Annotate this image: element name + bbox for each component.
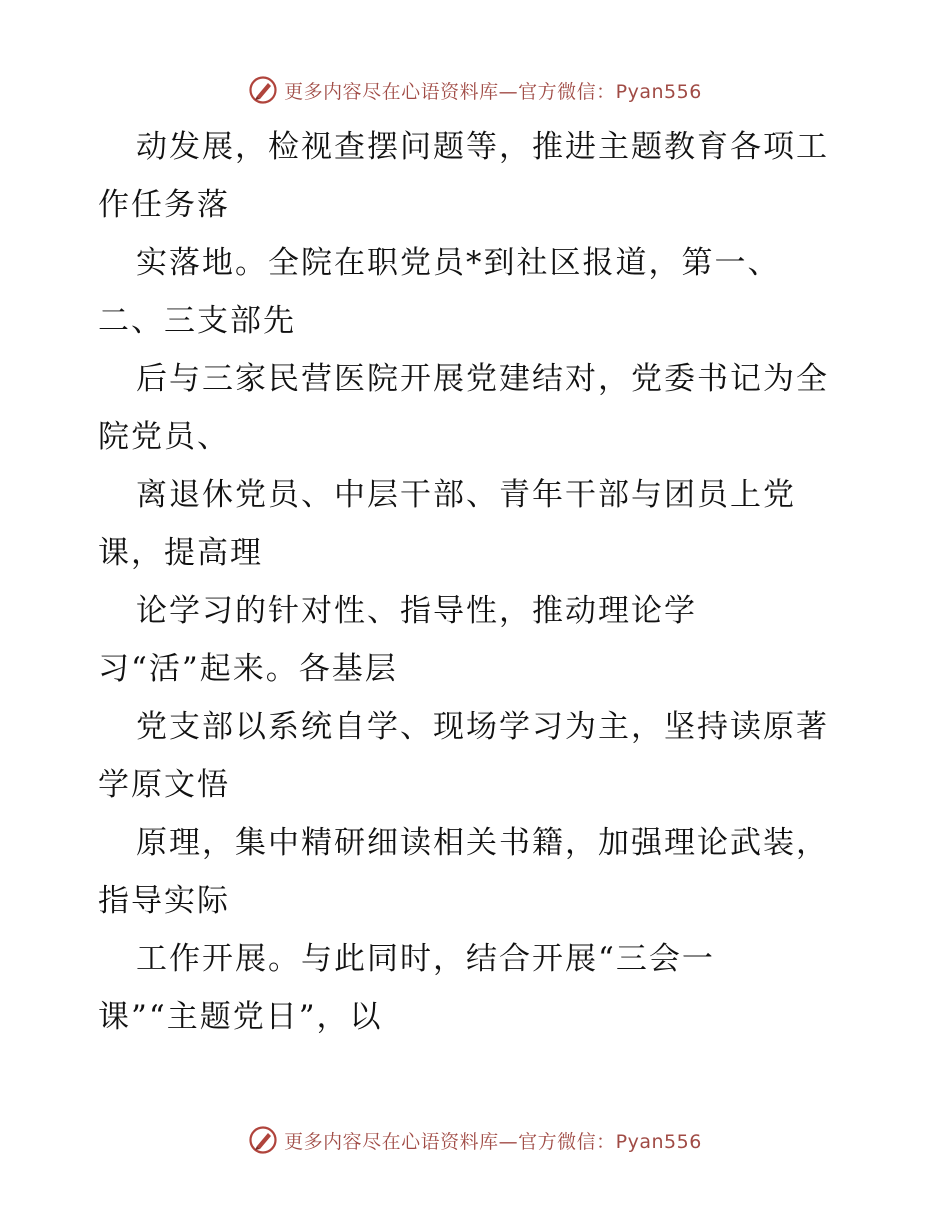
text-line: 动发展，检视查摆问题等，推进主题教育各项工 [136, 129, 829, 165]
text-line: 课，提高理 [98, 535, 263, 571]
red-pen-seal-icon [248, 75, 278, 105]
red-pen-seal-icon [248, 1125, 278, 1155]
document-body [98, 118, 868, 1046]
text-line: 党支部以系统自学、现场学习为主，坚持读原著 [136, 709, 829, 745]
text-line: 论学习的针对性、指导性，推动理论学 [136, 593, 697, 629]
text-line: 二、三支部先 [98, 303, 296, 339]
text-line: 原理，集中精研细读相关书籍，加强理论武装， [136, 825, 829, 861]
text-line: 院党员、 [98, 419, 230, 455]
footer-banner [0, 1120, 950, 1160]
text-line: 离退休党员、中层干部、青年干部与团员上党 [136, 477, 796, 513]
text-line: 后与三家民营医院开展党建结对，党委书记为全 [136, 361, 829, 397]
text-line: 学原文悟 [98, 767, 230, 803]
text-line: 作任务落 [98, 187, 230, 223]
text-line: 习“活”起来。各基层 [98, 651, 398, 687]
header-banner-text: 更多内容尽在心语资料库—官方微信：Pyan556 [284, 80, 702, 103]
footer-banner-text: 更多内容尽在心语资料库—官方微信：Pyan556 [284, 1130, 702, 1153]
text-line: 指导实际 [98, 883, 230, 919]
text-line: 实落地。全院在职党员*到社区报道，第一、 [136, 245, 781, 281]
header-banner [0, 70, 950, 110]
text-line: 课”“主题党日”，以 [98, 999, 383, 1035]
text-line: 工作开展。与此同时，结合开展“三会一 [136, 941, 715, 977]
